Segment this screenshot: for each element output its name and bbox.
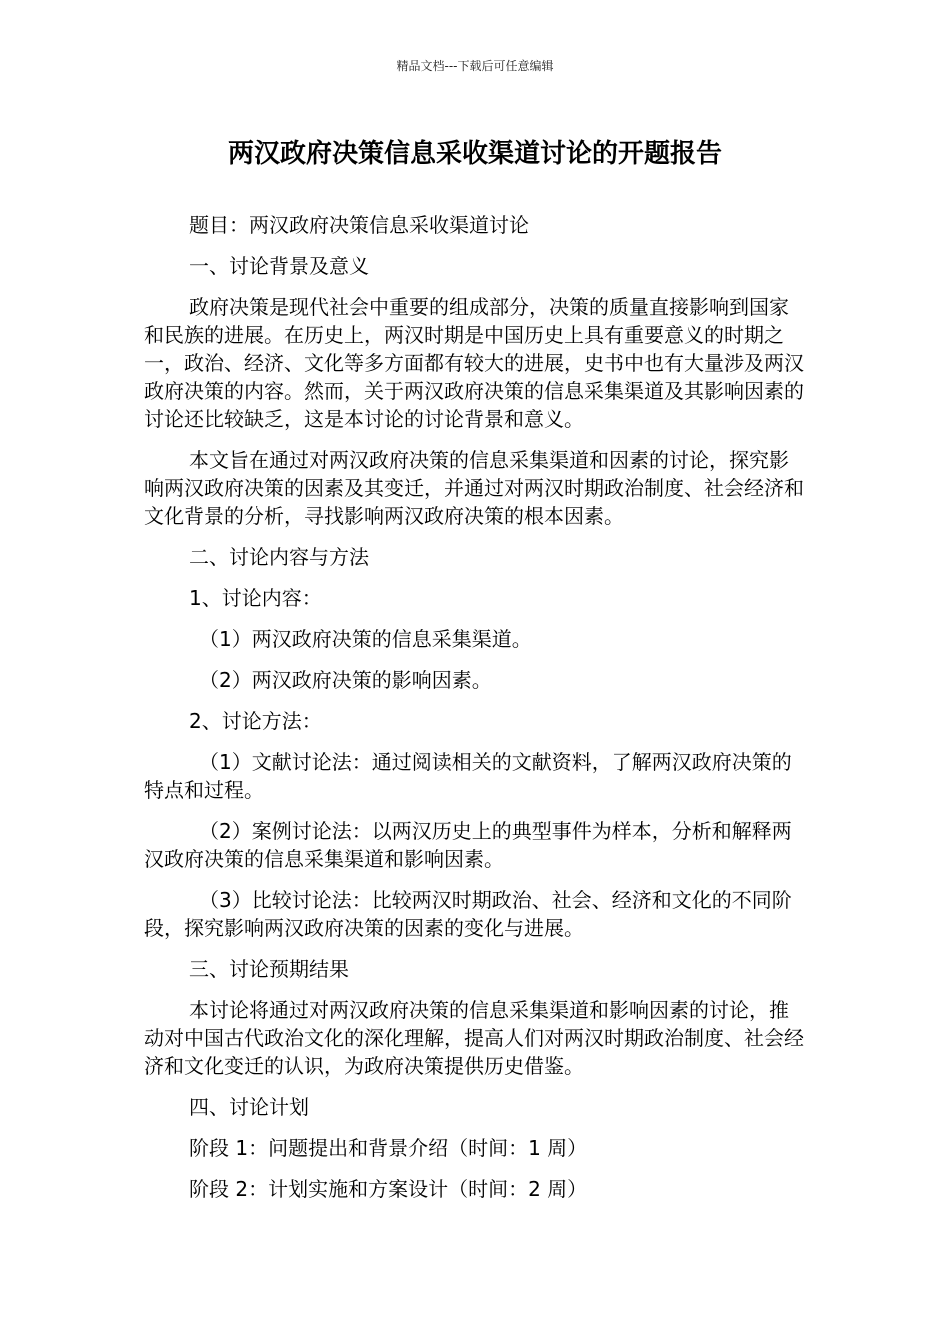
document-title: 两汉政府决策信息采收渠道讨论的开题报告 <box>227 139 722 169</box>
section-heading-content-method: 二、讨论内容与方法 <box>189 545 369 569</box>
plan-stage-1: 阶段 1：问题提出和背景介绍（时间：1 周） <box>189 1136 588 1160</box>
plan-stage-2: 阶段 2：计划实施和方案设计（时间：2 周） <box>189 1177 588 1201</box>
paragraph-expected-results: 本讨论将通过对两汉政府决策的信息采集渠道和影响因素的讨论，推动对中国古代政治文化的深化理解，提高人们对两汉时期政治制度、社会经济和文化变迁的认识，为政府决策提供历史借鉴。 <box>144 998 804 1078</box>
topic-line: 题目：两汉政府决策信息采收渠道讨论 <box>189 213 529 237</box>
section-heading-plan: 四、讨论计划 <box>189 1095 309 1119</box>
list-item-method-3: （3）比较讨论法：比较两汉时期政治、社会、经济和文化的不同阶段，探究影响两汉政府决策的因素的变化与进展。 <box>144 888 792 940</box>
paragraph-background: 政府决策是现代社会中重要的组成部分，决策的质量直接影响到国家和民族的进展。在历史上，两汉时期是中国历史上具有重要意义的时期之一，政治、经济、文化等多方面都有较大的进展，史书中也有大量涉及两汉政府决策的内容。然而，关于两汉政府决策的信息采集渠道及其影响因素的讨论还比较缺乏，这是本讨论的讨论背景和意义。 <box>144 295 804 431</box>
subheading-content: 1、讨论内容： <box>189 586 322 610</box>
list-item-content-2: （2）两汉政府决策的影响因素。 <box>199 668 492 692</box>
list-item-method-2: （2）案例讨论法：以两汉历史上的典型事件为样本，分析和解释两汉政府决策的信息采集渠道和影响因素。 <box>144 819 792 871</box>
list-item-content-1: （1）两汉政府决策的信息采集渠道。 <box>199 627 532 651</box>
section-heading-background: 一、讨论背景及意义 <box>189 254 369 278</box>
subheading-method: 2、讨论方法： <box>189 709 322 733</box>
document-body <box>144 211 806 1216</box>
section-heading-expected-results: 三、讨论预期结果 <box>189 957 349 981</box>
header-note: 精品文档---下载后可任意编辑 <box>396 59 554 73</box>
paragraph-purpose: 本文旨在通过对两汉政府决策的信息采集渠道和因素的讨论，探究影响两汉政府决策的因素及其变迁，并通过对两汉时期政治制度、社会经济和文化背景的分析，寻找影响两汉政府决策的根本因素。 <box>144 448 804 528</box>
list-item-method-1: （1）文献讨论法：通过阅读相关的文献资料，了解两汉政府决策的特点和过程。 <box>144 750 792 802</box>
